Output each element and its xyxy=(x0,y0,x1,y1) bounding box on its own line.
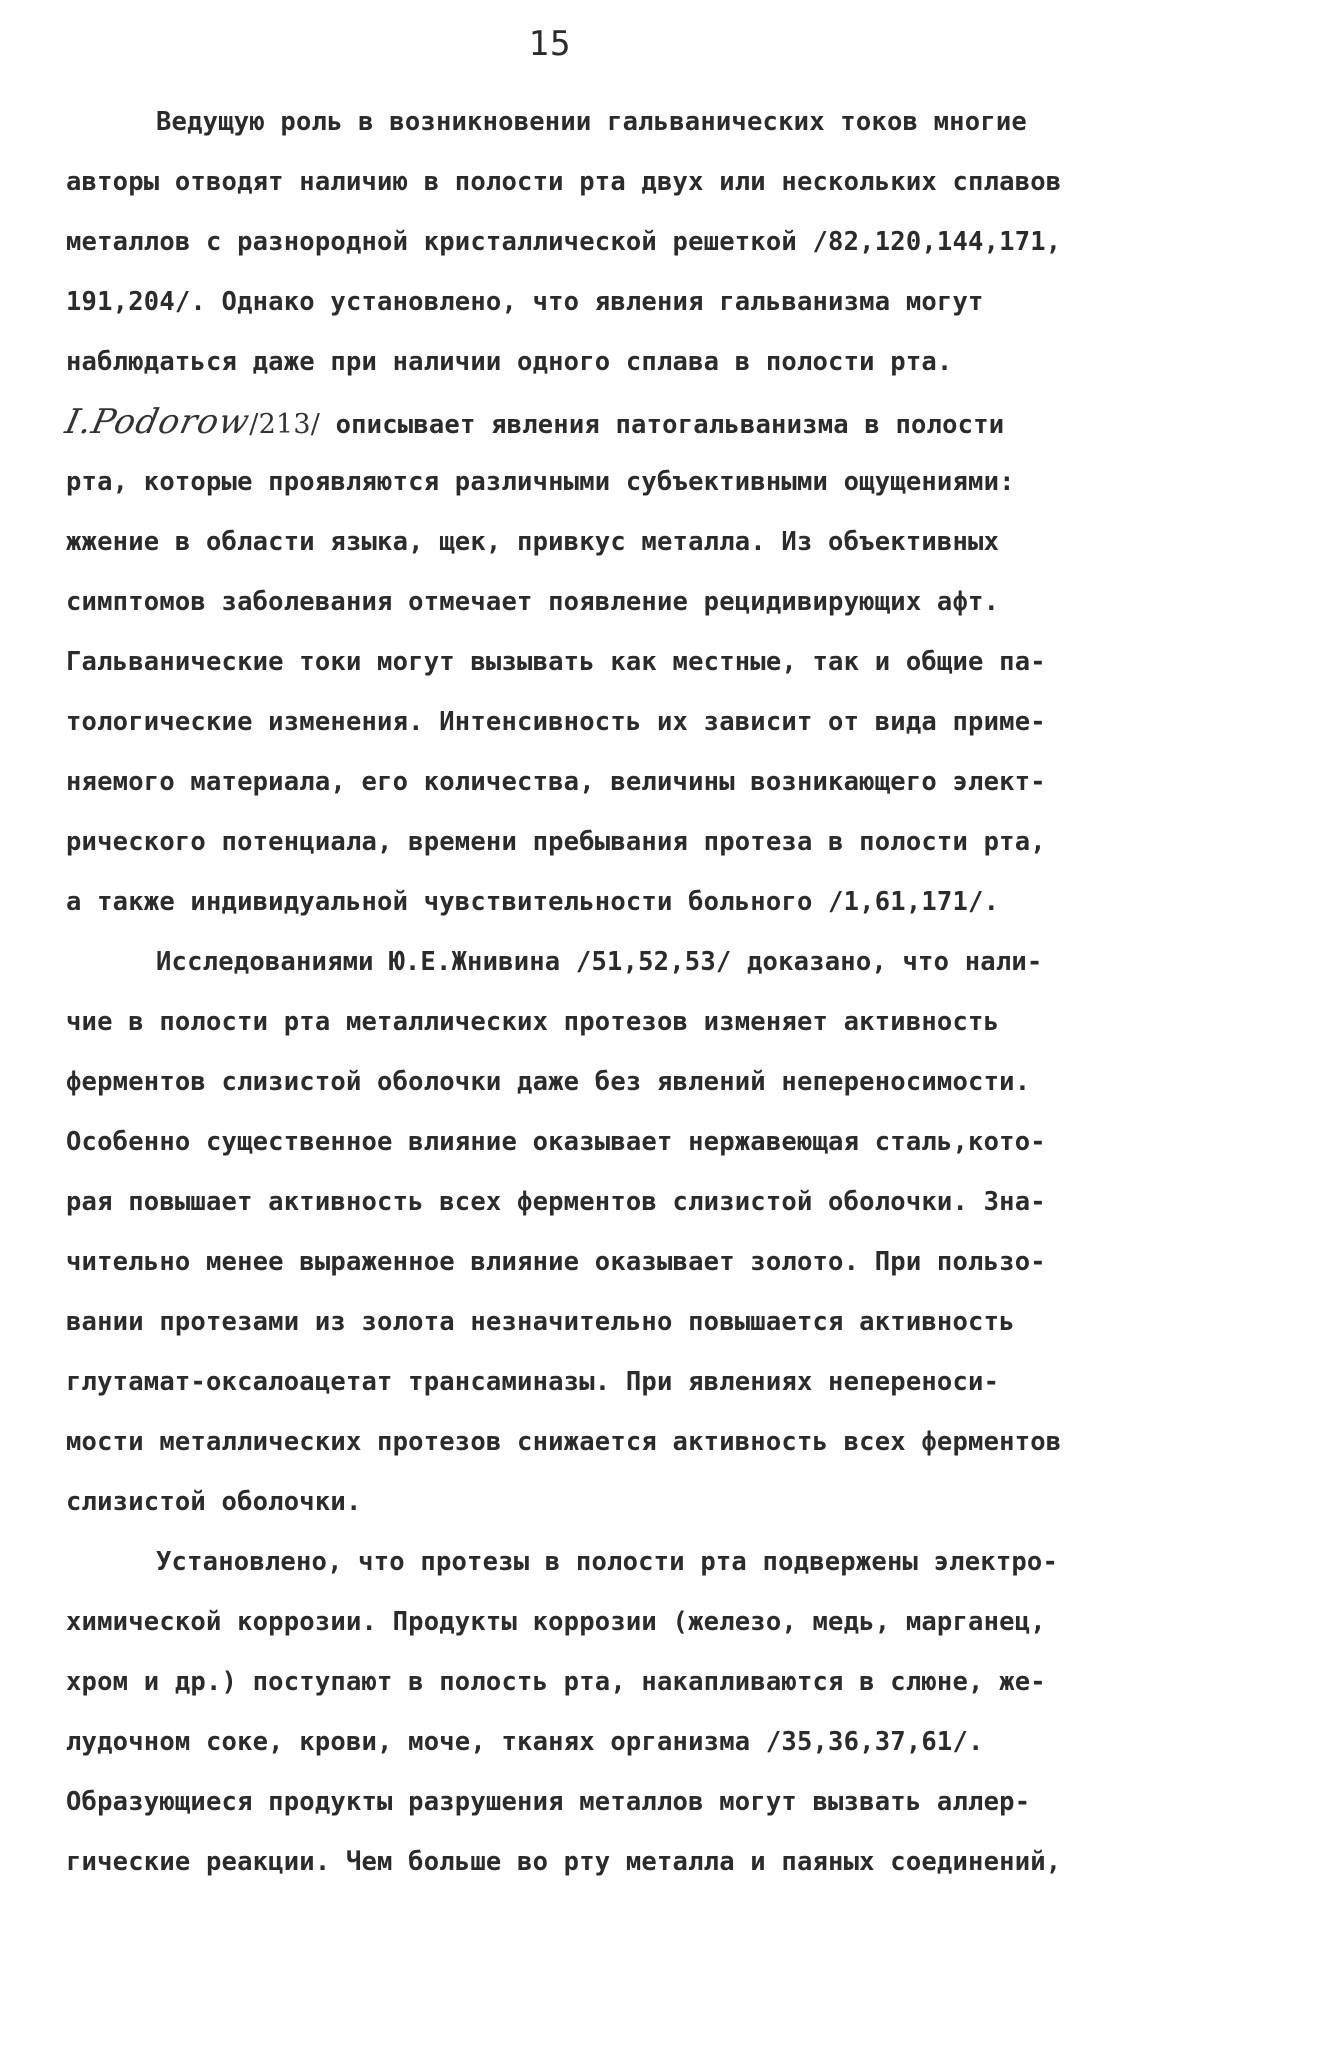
handwritten-author-name: I.Podorow xyxy=(61,402,254,442)
text-line: чительно менее выраженное влияние оказывает золото. При пользо- xyxy=(66,1247,1046,1277)
text-line: авторы отводят наличию в полости рта двух или нескольких сплавов xyxy=(66,167,1062,197)
text-line: глутамат-оксалоацетат трансаминазы. При явлениях непереноси- xyxy=(66,1367,1000,1397)
text-line: а также индивидуальной чувствительности больного /1,61,171/. xyxy=(66,887,1000,917)
text-line: слизистой оболочки. xyxy=(66,1487,362,1517)
text-line: Установлено, что протезы в полости рта подвержены электро- xyxy=(156,1547,1059,1577)
text-line-rest: описывает явления патогальванизма в полости xyxy=(320,410,1005,440)
page-number: 15 xyxy=(528,24,572,64)
text-line: мости металлических протезов снижается активность всех ферментов xyxy=(66,1427,1062,1457)
text-line: рая повышает активность всех ферментов слизистой оболочки. Зна- xyxy=(66,1187,1046,1217)
text-line: 191,204/. Однако установлено, что явления гальванизма могут xyxy=(66,287,984,317)
text-line: химической коррозии. Продукты коррозии (железо, медь, марганец, xyxy=(66,1607,1046,1637)
text-line: Особенно существенное влияние оказывает нержавеющая сталь,кото- xyxy=(66,1127,1046,1157)
text-line: Ведущую роль в возникновении гальванических токов многие xyxy=(156,107,1027,137)
text-line: наблюдаться даже при наличии одного сплава в полости рта. xyxy=(66,347,953,377)
text-line: жжение в области языка, щек, привкус металла. Из объективных xyxy=(66,527,1000,557)
text-line: рта, которые проявляются различными субъективными ощущениями: xyxy=(66,467,1015,497)
text-line: тологические изменения. Интенсивность их зависит от вида приме- xyxy=(66,707,1046,737)
text-line: Исследованиями Ю.Е.Жнивина /51,52,53/ доказано, что нали- xyxy=(156,947,1043,977)
body-text xyxy=(61,92,1246,1892)
text-line: вании протезами из золота незначительно повышается активность xyxy=(66,1307,1015,1337)
text-line: гические реакции. Чем больше во рту металла и паяных соединений, xyxy=(66,1847,1062,1877)
text-line: ферментов слизистой оболочки даже без явлений непереносимости. xyxy=(66,1067,1031,1097)
text-line: чие в полости рта металлических протезов изменяет активность xyxy=(66,1007,1000,1037)
text-line: Гальванические токи могут вызывать как местные, так и общие па- xyxy=(66,647,1046,677)
text-line: няемого материала, его количества, величины возникающего элект- xyxy=(66,767,1046,797)
text-line: хром и др.) поступают в полость рта, накапливаются в слюне, же- xyxy=(66,1667,1046,1697)
text-line: Образующиеся продукты разрушения металлов могут вызвать аллер- xyxy=(66,1787,1031,1817)
text-line: металлов с разнородной кристаллической решеткой /82,120,144,171, xyxy=(66,227,1062,257)
text-line: симптомов заболевания отмечает появление рецидивирующих афт. xyxy=(66,587,1000,617)
text-line: рического потенциала, времени пребывания протеза в полости рта, xyxy=(66,827,1046,857)
handwritten-citation-line xyxy=(61,392,1246,452)
text-line: лудочном соке, крови, моче, тканях организма /35,36,37,61/. xyxy=(66,1727,984,1757)
handwritten-reference: /213/ xyxy=(249,409,321,440)
